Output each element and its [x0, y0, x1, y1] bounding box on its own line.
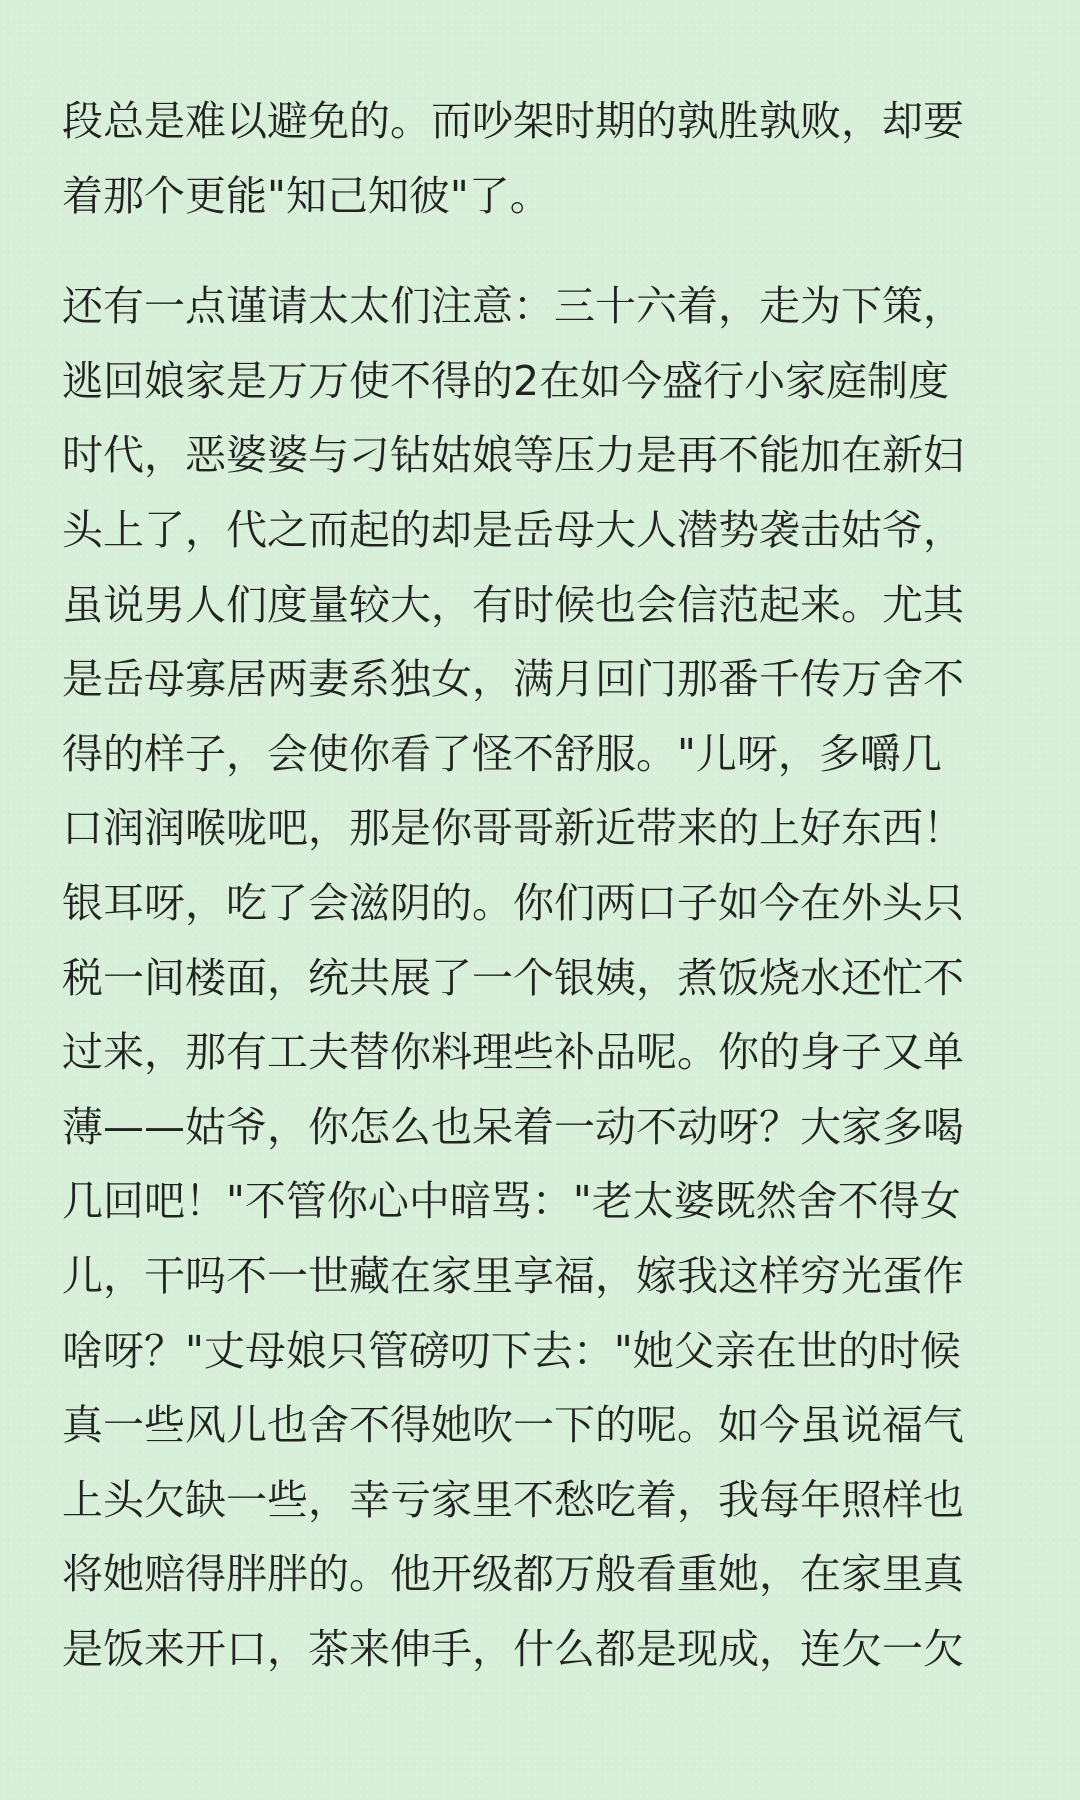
text-line: 税一间楼面，统共展了一个银姨，煮饭烧水还忙不: [62, 953, 964, 1002]
text-line: 口润润喉咙吧，那是你哥哥新近带来的上好东西！: [62, 804, 964, 853]
paragraph-1: [62, 84, 1018, 233]
text-line: 是饭来开口，茶来伸手，什么都是现成，连欠一欠: [62, 1624, 964, 1673]
text-line: 着那个更能"知己知彼"了。: [62, 171, 551, 220]
text-line: 儿，干吗不一世藏在家里享福，嫁我这样穷光蛋作: [62, 1251, 964, 1300]
text-line: 头上了，代之而起的却是岳母大人潜势袭击姑爷，: [62, 505, 964, 554]
text-line: 过来，那有工夫替你料理些补品呢。你的身子又单: [62, 1028, 964, 1077]
text-line: 时代，恶婆婆与刁钻姑娘等压力是再不能加在新妇: [62, 431, 964, 480]
text-line: 虽说男人们度量较大，有时候也会信范起来。尤其: [62, 580, 964, 629]
text-line: 将她赔得胖胖的。他开级都万般看重她，在家里真: [62, 1550, 964, 1599]
paragraph-2: [62, 269, 1018, 1686]
text-line: 还有一点谨请太太们注意：三十六着，走为下策，: [62, 282, 964, 331]
text-line: 段总是难以避免的。而吵架时期的孰胜孰败，却要: [62, 97, 964, 145]
text-line: 啥呀？"丈母娘只管磅叨下去："她父亲在世的时候: [62, 1326, 961, 1375]
text-line: 逃回娘家是万万使不得的2在如今盛行小家庭制度: [62, 356, 950, 405]
text-line: 银耳呀，吃了会滋阴的。你们两口子如今在外头只: [62, 878, 964, 927]
text-line: 是岳母寡居两妻系独女，满月回门那番千传万舍不: [62, 655, 964, 704]
text-line: 上头欠缺一些，幸亏家里不愁吃着，我每年照样也: [62, 1475, 964, 1524]
text-line: 真一些风儿也舍不得她吹一下的呢。如今虽说福气: [62, 1401, 964, 1450]
text-line: 薄——姑爷，你怎么也呆着一动不动呀？大家多喝: [62, 1102, 964, 1151]
text-line: 得的样子，会使你看了怪不舒服。"儿呀，多嚼几: [62, 729, 942, 778]
text-line: 几回吧！"不管你心中暗骂："老太婆既然舍不得女: [62, 1177, 961, 1226]
